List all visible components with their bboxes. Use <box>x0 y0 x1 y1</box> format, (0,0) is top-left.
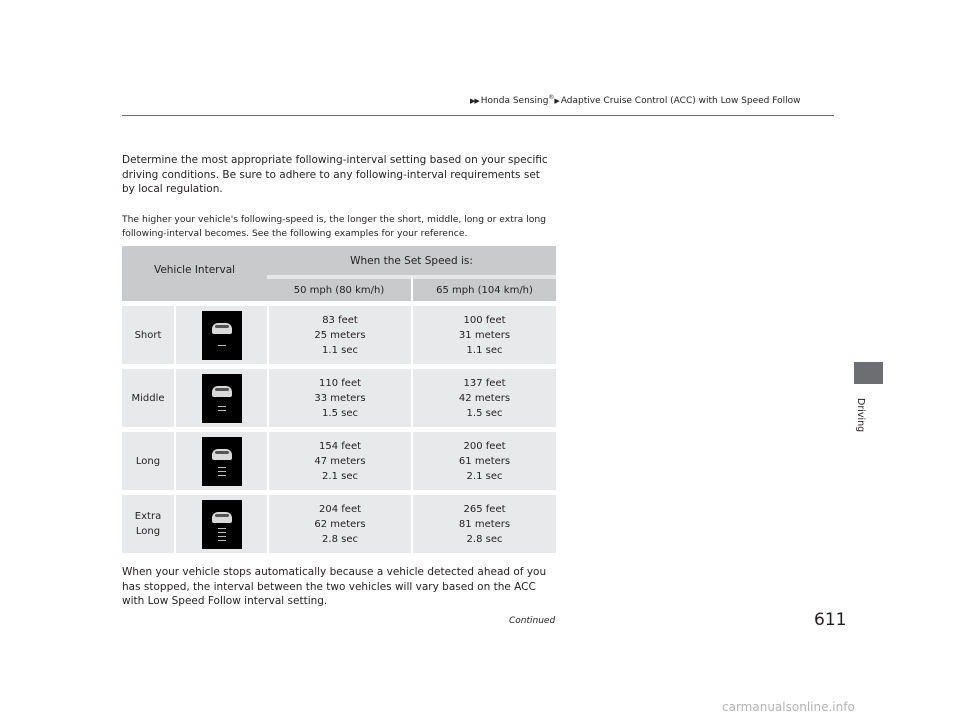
interval-graphic <box>174 432 267 490</box>
interval-label: Middle <box>122 369 174 427</box>
table-row <box>122 306 556 364</box>
section-label: Driving <box>855 398 866 433</box>
table-row <box>122 432 556 490</box>
car-gap-middle-icon <box>202 374 242 423</box>
registered-mark: ® <box>548 94 555 101</box>
value-cell: 265 feet 81 meters 2.8 sec <box>411 495 556 553</box>
value-cell: 110 feet 33 meters 1.5 sec <box>267 369 411 427</box>
interval-table <box>122 246 556 553</box>
section-tab <box>854 362 883 384</box>
value-cell: 204 feet 62 meters 2.8 sec <box>267 495 411 553</box>
value-cell: 137 feet 42 meters 1.5 sec <box>411 369 556 427</box>
header-divider <box>122 115 834 116</box>
note-paragraph: The higher your vehicle's following-speed is, the longer the short, middle, long or extra long following-interval becomes. See the following examples for your reference. <box>122 214 546 239</box>
value-cell: 200 feet 61 meters 2.1 sec <box>411 432 556 490</box>
car-gap-short-icon <box>202 311 242 360</box>
value-cell: 83 feet 25 meters 1.1 sec <box>267 306 411 364</box>
continued-note: Continued <box>509 616 556 626</box>
breadcrumb-section: Honda Sensing <box>480 96 549 106</box>
breadcrumb-arrow-icon: ▶▶ <box>470 97 479 105</box>
header-speed-50: 50 mph (80 km/h) <box>267 275 411 301</box>
breadcrumb <box>470 94 800 106</box>
header-vehicle-interval: Vehicle Interval <box>122 246 267 301</box>
intro-paragraph: Determine the most appropriate following-interval setting based on your specific driving conditions. Be sure to adhere to any following-interval requirements set by local regulation. <box>122 154 548 195</box>
outro-paragraph: When your vehicle stops automatically because a vehicle detected ahead of you has stopped, the interval between the two vehicles will vary based on the ACC with Low Speed Follow interval setting. <box>122 566 547 607</box>
table-row <box>122 495 556 553</box>
interval-graphic <box>174 369 267 427</box>
value-cell: 154 feet 47 meters 2.1 sec <box>267 432 411 490</box>
interval-label: Long <box>122 432 174 490</box>
car-gap-extra-long-icon <box>202 500 242 549</box>
header-set-speed: When the Set Speed is: <box>267 246 556 275</box>
interval-graphic <box>174 306 267 364</box>
watermark: carmanualsonline.info <box>722 700 855 714</box>
car-gap-long-icon <box>202 437 242 486</box>
interval-label: Extra Long <box>122 495 174 553</box>
header-speed-65: 65 mph (104 km/h) <box>411 275 556 301</box>
page-number: 611 <box>814 610 847 630</box>
value-cell: 100 feet 31 meters 1.1 sec <box>411 306 556 364</box>
interval-label: Short <box>122 306 174 364</box>
interval-graphic <box>174 495 267 553</box>
breadcrumb-subsection: Adaptive Cruise Control (ACC) with Low Speed Follow <box>560 96 801 106</box>
table-row <box>122 369 556 427</box>
breadcrumb-arrow-icon: ▶ <box>554 97 559 105</box>
